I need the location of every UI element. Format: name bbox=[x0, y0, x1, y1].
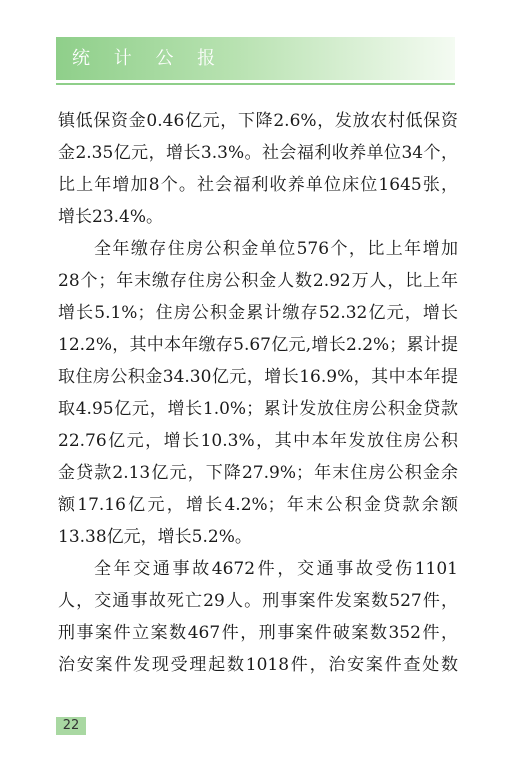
text-line: 镇低保资金0.46亿元，下降2.6%，发放农村低保资 bbox=[58, 111, 458, 131]
text-line: 全年缴存住房公积金单位576个，比上年增加 bbox=[94, 239, 458, 259]
text-line: 增长23.4%。 bbox=[58, 207, 164, 227]
text-line: 金贷款2.13亿元，下降27.9%；年末住房公积金余 bbox=[58, 463, 458, 483]
text-line: 治安案件发现受理起数1018件，治安案件查处数 bbox=[58, 655, 458, 675]
header-divider bbox=[56, 83, 455, 85]
text-line: 额17.16亿元，增长4.2%；年末公积金贷款余额 bbox=[58, 495, 458, 515]
text-line: 人，交通事故死亡29人。刑事案件发案数527件， bbox=[58, 591, 458, 611]
text-line: 12.2%，其中本年缴存5.67亿元,增长2.2%；累计提 bbox=[58, 335, 458, 355]
text-line: 比上年增加8个。社会福利收养单位床位1645张， bbox=[58, 175, 458, 195]
section-title: 统 计 公 报 bbox=[72, 48, 225, 69]
text-line: 28个；年末缴存住房公积金人数2.92万人，比上年 bbox=[58, 271, 458, 291]
text-line: 22.76亿元，增长10.3%，其中本年发放住房公积 bbox=[58, 431, 458, 451]
text-line: 取住房公积金34.30亿元，增长16.9%，其中本年提 bbox=[58, 367, 458, 387]
text-line: 取4.95亿元，增长1.0%；累计发放住房公积金贷款 bbox=[58, 399, 458, 419]
header-band bbox=[56, 37, 455, 80]
body-text bbox=[58, 105, 458, 681]
text-line: 金2.35亿元，增长3.3%。社会福利收养单位34个， bbox=[58, 143, 458, 163]
text-line: 全年交通事故4672件，交通事故受伤1101 bbox=[94, 559, 458, 579]
page-number: 22 bbox=[56, 717, 86, 735]
text-line: 增长5.1%；住房公积金累计缴存52.32亿元，增长 bbox=[58, 303, 458, 323]
text-line: 13.38亿元，增长5.2%。 bbox=[58, 527, 252, 547]
text-line: 刑事案件立案数467件，刑事案件破案数352件， bbox=[58, 623, 458, 643]
